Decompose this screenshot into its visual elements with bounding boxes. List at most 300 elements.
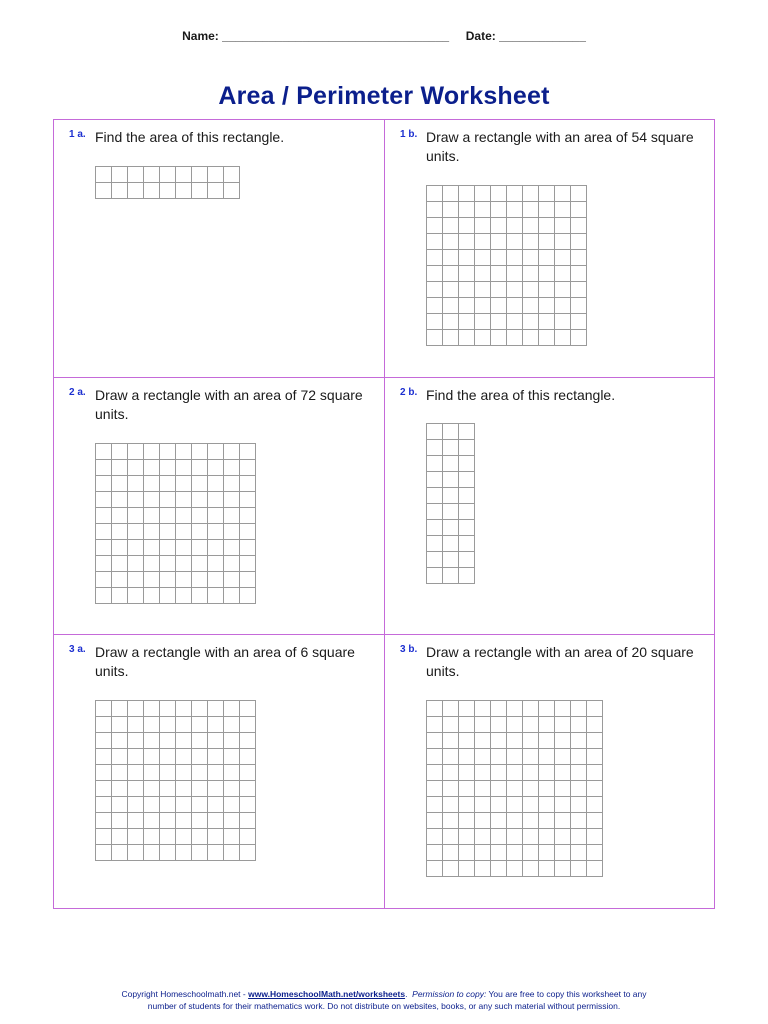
grid-square xyxy=(192,460,208,476)
grid-square xyxy=(144,588,160,604)
grid-square xyxy=(459,298,475,314)
grid-square xyxy=(96,572,112,588)
drawing-grid-10x10[interactable] xyxy=(95,443,256,604)
grid-square xyxy=(112,701,128,717)
grid-square xyxy=(112,588,128,604)
grid-square xyxy=(240,588,256,604)
grid-square xyxy=(176,183,192,199)
grid-square xyxy=(459,813,475,829)
grid-square xyxy=(128,717,144,733)
grid-square xyxy=(240,845,256,861)
grid-square xyxy=(208,572,224,588)
grid-square xyxy=(176,572,192,588)
grid-square xyxy=(475,733,491,749)
grid-square xyxy=(128,444,144,460)
grid-square xyxy=(507,218,523,234)
grid-square xyxy=(507,701,523,717)
grid-square xyxy=(555,330,571,346)
grid-square xyxy=(571,202,587,218)
grid-square xyxy=(523,765,539,781)
grid-square xyxy=(160,556,176,572)
grid-square xyxy=(427,552,443,568)
grid-square xyxy=(571,829,587,845)
grid-square xyxy=(555,186,571,202)
grid-square xyxy=(491,765,507,781)
grid-square xyxy=(160,717,176,733)
grid-square xyxy=(571,701,587,717)
permission-text: You are free to copy this worksheet to any xyxy=(486,989,647,999)
grid-square xyxy=(224,572,240,588)
grid-square xyxy=(507,813,523,829)
grid-square xyxy=(555,749,571,765)
grid-square xyxy=(459,749,475,765)
grid-square xyxy=(539,298,555,314)
grid-square xyxy=(240,508,256,524)
grid-square xyxy=(475,717,491,733)
date-blank[interactable]: _____________ xyxy=(499,29,586,43)
grid-square xyxy=(555,813,571,829)
grid-square xyxy=(176,524,192,540)
grid-square xyxy=(539,250,555,266)
grid-square xyxy=(523,845,539,861)
grid-square xyxy=(112,524,128,540)
grid-square xyxy=(555,701,571,717)
grid-square xyxy=(144,797,160,813)
grid-square xyxy=(443,424,459,440)
grid-square xyxy=(112,572,128,588)
grid-square xyxy=(112,183,128,199)
grid-square xyxy=(523,749,539,765)
grid-square xyxy=(128,765,144,781)
grid-square xyxy=(208,524,224,540)
grid-square xyxy=(539,282,555,298)
grid-square xyxy=(224,476,240,492)
grid-square xyxy=(539,330,555,346)
grid-square xyxy=(96,797,112,813)
question-text: Draw a rectangle with an area of 20 square units. xyxy=(426,644,694,679)
grid-square xyxy=(571,250,587,266)
grid-square xyxy=(555,202,571,218)
grid-square xyxy=(459,456,475,472)
grid-square xyxy=(96,717,112,733)
grid-square xyxy=(475,186,491,202)
grid-square xyxy=(539,202,555,218)
grid-square xyxy=(427,298,443,314)
grid-square xyxy=(587,861,603,877)
grid-square xyxy=(427,797,443,813)
grid-square xyxy=(475,202,491,218)
grid-square xyxy=(507,733,523,749)
grid-square xyxy=(427,472,443,488)
grid-square xyxy=(459,440,475,456)
grid-square xyxy=(112,540,128,556)
grid-square xyxy=(128,476,144,492)
grid-square xyxy=(571,234,587,250)
grid-square xyxy=(144,183,160,199)
grid-square xyxy=(96,829,112,845)
grid-square xyxy=(475,234,491,250)
grid-square xyxy=(427,440,443,456)
grid-square xyxy=(192,167,208,183)
grid-square xyxy=(427,717,443,733)
grid-square xyxy=(491,298,507,314)
grid-square xyxy=(571,314,587,330)
grid-square xyxy=(208,845,224,861)
grid-square xyxy=(555,845,571,861)
grid-square xyxy=(459,488,475,504)
grid-square xyxy=(96,167,112,183)
grid-square xyxy=(523,701,539,717)
grid-square xyxy=(523,717,539,733)
grid-square xyxy=(240,476,256,492)
grid-square xyxy=(128,813,144,829)
grid-square xyxy=(160,167,176,183)
grid-square xyxy=(459,829,475,845)
question-cell-2b xyxy=(385,378,715,634)
grid-square xyxy=(587,845,603,861)
grid-square xyxy=(555,861,571,877)
grid-square xyxy=(491,813,507,829)
grid-square xyxy=(459,733,475,749)
grid-square xyxy=(459,845,475,861)
grid-square xyxy=(427,488,443,504)
grid-square xyxy=(144,845,160,861)
grid-square xyxy=(491,266,507,282)
grid-square xyxy=(443,861,459,877)
grid-square xyxy=(475,829,491,845)
grid-square xyxy=(507,234,523,250)
grid-square xyxy=(427,282,443,298)
grid-square xyxy=(459,717,475,733)
grid-square xyxy=(112,556,128,572)
grid-square xyxy=(176,829,192,845)
grid-square xyxy=(176,460,192,476)
grid-square xyxy=(587,813,603,829)
grid-square xyxy=(555,797,571,813)
grid-square xyxy=(112,492,128,508)
grid-square xyxy=(160,765,176,781)
grid-square xyxy=(523,813,539,829)
grid-square xyxy=(571,717,587,733)
grid-square xyxy=(224,701,240,717)
grid-square xyxy=(96,556,112,572)
square-grid-3x10 xyxy=(426,423,475,584)
grid-square xyxy=(176,717,192,733)
question-cell-1a xyxy=(54,120,384,377)
grid-square xyxy=(427,536,443,552)
grid-square xyxy=(208,749,224,765)
grid-square xyxy=(160,540,176,556)
grid-square xyxy=(427,266,443,282)
grid-square xyxy=(443,520,459,536)
grid-square xyxy=(224,813,240,829)
grid-square xyxy=(443,186,459,202)
grid-square xyxy=(128,540,144,556)
grid-square xyxy=(240,813,256,829)
grid-square xyxy=(459,765,475,781)
grid-square xyxy=(427,781,443,797)
name-label: Name: xyxy=(182,29,219,43)
grid-square xyxy=(555,298,571,314)
grid-square xyxy=(192,444,208,460)
grid-square xyxy=(192,829,208,845)
question-number: 2 a. xyxy=(69,387,86,398)
grid-square xyxy=(475,765,491,781)
grid-square xyxy=(160,797,176,813)
grid-square xyxy=(443,749,459,765)
grid-square xyxy=(160,460,176,476)
grid-square xyxy=(523,330,539,346)
grid-square xyxy=(192,183,208,199)
grid-square xyxy=(112,476,128,492)
grid-square xyxy=(144,492,160,508)
grid-square xyxy=(571,749,587,765)
grid-square xyxy=(427,424,443,440)
grid-square xyxy=(160,813,176,829)
grid-square xyxy=(571,781,587,797)
grid-square xyxy=(443,781,459,797)
grid-square xyxy=(144,460,160,476)
grid-square xyxy=(571,765,587,781)
grid-square xyxy=(144,167,160,183)
grid-square xyxy=(176,845,192,861)
grid-square xyxy=(112,765,128,781)
grid-square xyxy=(224,797,240,813)
grid-square xyxy=(160,845,176,861)
grid-square xyxy=(240,492,256,508)
grid-square xyxy=(96,588,112,604)
drawing-grid-10x10[interactable] xyxy=(426,185,587,346)
grid-square xyxy=(224,492,240,508)
grid-square xyxy=(144,476,160,492)
worksheets-link[interactable]: www.HomeschoolMath.net/worksheets xyxy=(248,989,406,999)
grid-square xyxy=(144,717,160,733)
grid-square xyxy=(443,282,459,298)
grid-square xyxy=(491,701,507,717)
grid-square xyxy=(176,588,192,604)
grid-square xyxy=(112,749,128,765)
grid-square xyxy=(208,717,224,733)
grid-square xyxy=(523,282,539,298)
grid-square xyxy=(587,765,603,781)
grid-square xyxy=(523,861,539,877)
grid-square xyxy=(128,492,144,508)
grid-square xyxy=(427,234,443,250)
grid-square xyxy=(459,186,475,202)
grid-square xyxy=(240,733,256,749)
grid-square xyxy=(128,524,144,540)
grid-square xyxy=(176,781,192,797)
question-cell-3a xyxy=(54,635,384,909)
grid-square xyxy=(539,234,555,250)
grid-square xyxy=(176,765,192,781)
grid-square xyxy=(555,733,571,749)
grid-square xyxy=(224,460,240,476)
grid-square xyxy=(507,330,523,346)
grid-square xyxy=(475,266,491,282)
grid-square xyxy=(459,330,475,346)
grid-square xyxy=(427,504,443,520)
grid-square xyxy=(112,460,128,476)
grid-square xyxy=(475,861,491,877)
grid-square xyxy=(128,508,144,524)
grid-square xyxy=(112,733,128,749)
grid-square xyxy=(176,476,192,492)
grid-square xyxy=(475,282,491,298)
grid-square xyxy=(459,781,475,797)
grid-square xyxy=(427,813,443,829)
grid-square xyxy=(240,701,256,717)
grid-square xyxy=(587,797,603,813)
grid-square xyxy=(507,186,523,202)
grid-square xyxy=(427,456,443,472)
grid-square xyxy=(192,797,208,813)
grid-square xyxy=(475,701,491,717)
grid-square xyxy=(160,781,176,797)
drawing-grid-11x11[interactable] xyxy=(426,700,603,877)
grid-square xyxy=(491,861,507,877)
grid-square xyxy=(208,540,224,556)
grid-square xyxy=(587,829,603,845)
copyright-footer: Copyright Homeschoolmath.net - www.HomeschoolMath.net/worksheets. Permission to copy: You are free to copy this worksheet to any number of students for their mathematics work. Do not distribute on websites, books, or any such material without permission. xyxy=(0,988,768,1012)
grid-square xyxy=(555,717,571,733)
permission-text-line2: number of students for their mathematics work. Do not distribute on websites, books, or any such material without permission. xyxy=(147,1001,621,1011)
grid-square xyxy=(240,556,256,572)
grid-square xyxy=(555,234,571,250)
grid-square xyxy=(491,781,507,797)
grid-square xyxy=(240,765,256,781)
grid-square xyxy=(523,733,539,749)
question-number: 2 b. xyxy=(400,387,418,398)
grid-square xyxy=(176,556,192,572)
grid-square xyxy=(112,444,128,460)
grid-square xyxy=(475,781,491,797)
grid-square xyxy=(555,218,571,234)
grid-square xyxy=(240,540,256,556)
grid-square xyxy=(459,218,475,234)
grid-square xyxy=(491,314,507,330)
grid-square xyxy=(224,733,240,749)
grid-square xyxy=(96,701,112,717)
grid-square xyxy=(523,202,539,218)
grid-square xyxy=(507,250,523,266)
grid-square xyxy=(523,797,539,813)
grid-square xyxy=(443,536,459,552)
grid-square xyxy=(96,765,112,781)
grid-square xyxy=(144,444,160,460)
grid-square xyxy=(507,781,523,797)
name-blank[interactable]: __________________________________ xyxy=(222,29,450,43)
grid-square xyxy=(571,861,587,877)
grid-square xyxy=(240,781,256,797)
grid-square xyxy=(192,556,208,572)
grid-square xyxy=(459,266,475,282)
grid-square xyxy=(144,765,160,781)
grid-square xyxy=(491,829,507,845)
grid-square xyxy=(539,765,555,781)
grid-square xyxy=(112,813,128,829)
grid-square xyxy=(507,282,523,298)
grid-square xyxy=(128,556,144,572)
grid-square xyxy=(427,733,443,749)
grid-square xyxy=(144,749,160,765)
grid-square xyxy=(176,540,192,556)
grid-square xyxy=(128,460,144,476)
grid-square xyxy=(427,218,443,234)
grid-square xyxy=(507,797,523,813)
grid-square xyxy=(539,717,555,733)
grid-square xyxy=(208,444,224,460)
grid-square xyxy=(507,314,523,330)
grid-square xyxy=(571,330,587,346)
grid-square xyxy=(144,829,160,845)
grid-square xyxy=(571,282,587,298)
grid-square xyxy=(112,508,128,524)
grid-square xyxy=(96,733,112,749)
grid-square xyxy=(475,298,491,314)
grid-square xyxy=(571,218,587,234)
grid-square xyxy=(240,572,256,588)
grid-square xyxy=(192,540,208,556)
grid-square xyxy=(176,444,192,460)
grid-square xyxy=(208,476,224,492)
grid-square xyxy=(192,524,208,540)
grid-square xyxy=(128,167,144,183)
drawing-grid-10x10[interactable] xyxy=(95,700,256,861)
copyright-text: Copyright Homeschoolmath.net - xyxy=(121,989,249,999)
grid-square xyxy=(587,717,603,733)
grid-square xyxy=(144,733,160,749)
grid-square xyxy=(443,266,459,282)
grid-square xyxy=(160,476,176,492)
grid-square xyxy=(208,492,224,508)
grid-square xyxy=(240,829,256,845)
grid-square xyxy=(224,829,240,845)
grid-square xyxy=(443,733,459,749)
grid-square xyxy=(208,733,224,749)
grid-square xyxy=(427,250,443,266)
grid-square xyxy=(555,829,571,845)
grid-square xyxy=(491,797,507,813)
grid-square xyxy=(240,749,256,765)
grid-square xyxy=(443,813,459,829)
grid-square xyxy=(491,234,507,250)
grid-square xyxy=(555,266,571,282)
grid-square xyxy=(192,733,208,749)
grid-square xyxy=(192,749,208,765)
grid-square xyxy=(96,444,112,460)
grid-square xyxy=(96,183,112,199)
grid-square xyxy=(523,250,539,266)
grid-square xyxy=(160,588,176,604)
permission-label: Permission to copy: xyxy=(412,989,487,999)
grid-square xyxy=(96,813,112,829)
grid-square xyxy=(144,556,160,572)
grid-square xyxy=(208,781,224,797)
grid-square xyxy=(128,701,144,717)
grid-square xyxy=(160,733,176,749)
grid-square xyxy=(555,765,571,781)
grid-square xyxy=(144,781,160,797)
grid-square xyxy=(224,167,240,183)
grid-square xyxy=(587,749,603,765)
grid-square xyxy=(144,572,160,588)
grid-square xyxy=(507,717,523,733)
grid-square xyxy=(475,330,491,346)
grid-square xyxy=(555,282,571,298)
grid-square xyxy=(427,330,443,346)
grid-square xyxy=(128,845,144,861)
